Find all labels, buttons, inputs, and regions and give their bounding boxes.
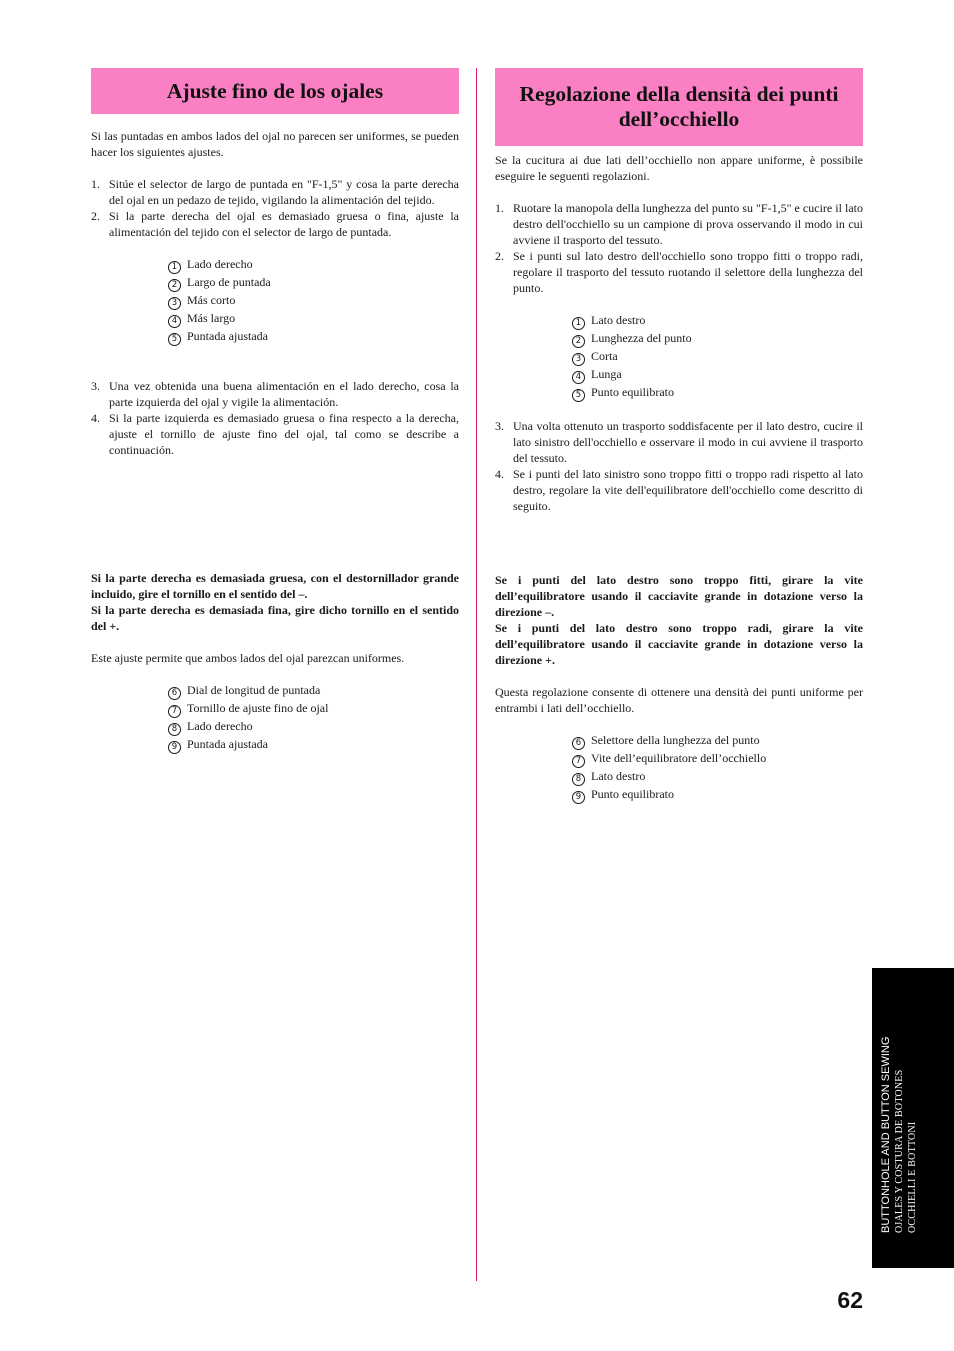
spanish-intro: Si las puntadas en ambos lados del ojal no parecen ser uniformes, se pueden hacer los siguientes ajustes. <box>91 129 459 159</box>
side-tab-text <box>880 1005 930 1233</box>
italian-column <box>495 68 863 804</box>
italian-bold-instruction-2: Se i punti del lato destro sono troppo radi, girare la vite dell’equilibratore usando il cacciavite grande in dotazione verso la direzione +. <box>495 621 863 667</box>
legend-item: 1 Lado derecho <box>168 256 459 274</box>
spanish-bold-instruction-1: Si la parte derecha es demasiada gruesa, con el destornillador grande incluido, gire el tornillo en el sentido del –. <box>91 571 459 601</box>
italian-steps-a <box>495 200 863 296</box>
italian-intro: Se la cucitura ai due lati dell’occhiello non appare uniforme, è possibile eseguire le seguenti regolazioni. <box>495 153 863 183</box>
step-item: 2. Se i punti sul lato destro dell'occhiello sono troppo fitti o troppo radi, regolare il trasporto del tessuto ruotando il selettore della lunghezza del punto. <box>495 249 863 295</box>
legend-item: 3 Corta <box>572 348 863 366</box>
spanish-bold-instruction-2: Si la parte derecha es demasiada fina, gire dicho tornillo en el sentido del +. <box>91 603 459 633</box>
legend-item: 8 Lato destro <box>572 768 863 786</box>
spanish-legend-a <box>168 256 459 346</box>
spanish-steps-b <box>91 378 459 458</box>
spanish-column <box>91 68 459 754</box>
legend-item: 6 Dial de longitud de puntada <box>168 682 459 700</box>
legend-item: 7 Tornillo de ajuste fino de ojal <box>168 700 459 718</box>
italian-legend-a <box>572 312 863 402</box>
step-item: 3. Una volta ottenuto un trasporto soddisfacente per il lato destro, cucire il lato sinistro dell'occhiello e osservare il modo in cui avviene il trasporto del tessuto. <box>495 419 863 465</box>
legend-item: 4 Lunga <box>572 366 863 384</box>
italian-bold-instruction-1: Se i punti del lato destro sono troppo fitti, girare la vite dell’equilibratore usando il cacciavite grande in dotazione verso la direzione –. <box>495 573 863 619</box>
page-number: 62 <box>837 1287 863 1313</box>
italian-title: Regolazione della densità dei punti dell’occhiello <box>495 68 863 146</box>
spanish-steps-a <box>91 176 459 240</box>
step-item: 1. Sitúe el selector de largo de puntada en "F-1,5" y cosa la parte derecha del ojal en un pedazo de tejido, vigilando la alimentación del tejido. <box>91 177 459 207</box>
legend-item: 5 Punto equilibrato <box>572 384 863 402</box>
side-tab-italian: OCCHIELLI E BOTTONI <box>907 1121 918 1233</box>
step-item: 2. Si la parte derecha del ojal es demasiado gruesa o fina, ajuste la alimentación del tejido con el selector de largo de puntada. <box>91 209 459 239</box>
step-item: 3. Una vez obtenida una buena alimentación en el lado derecho, cosa la parte izquierda del ojal y vigile la alimentación. <box>91 379 459 409</box>
legend-item: 2 Lunghezza del punto <box>572 330 863 348</box>
legend-item: 5 Puntada ajustada <box>168 328 459 346</box>
side-tab-english: BUTTONHOLE AND BUTTON SEWING <box>880 1036 892 1233</box>
spanish-closing: Este ajuste permite que ambos lados del ojal parezcan uniformes. <box>91 651 405 665</box>
legend-item: 4 Más largo <box>168 310 459 328</box>
legend-item: 8 Lado derecho <box>168 718 459 736</box>
legend-item: 1 Lato destro <box>572 312 863 330</box>
legend-item: 3 Más corto <box>168 292 459 310</box>
step-item: 1. Ruotare la manopola della lunghezza del punto su "F-1,5" e cucire il lato destro dell'occhiello su un campione di prova osservando il modo in cui avviene il trasporto del tessuto. <box>495 201 863 247</box>
column-divider <box>476 68 477 1281</box>
spanish-title: Ajuste fino de los ojales <box>91 68 459 114</box>
side-tab-spanish: OJALES Y COSTURA DE BOTONES <box>894 1069 905 1233</box>
legend-item: 9 Punto equilibrato <box>572 786 863 804</box>
step-item: 4. Se i punti del lato sinistro sono troppo fitti o troppo radi rispetto al lato destro, regolare la vite dell'equilibratore dell'occhiello come descritto di seguito. <box>495 467 863 513</box>
step-item: 4. Si la parte izquierda es demasiado gruesa o fina respecto a la derecha, ajuste el tornillo de ajuste fino del ojal, tal como se describe a continuación. <box>91 411 459 457</box>
legend-item: 7 Vite dell’equilibratore dell’occhiello <box>572 750 863 768</box>
spanish-legend-b <box>168 682 459 754</box>
legend-item: 2 Largo de puntada <box>168 274 459 292</box>
italian-closing: Questa regolazione consente di ottenere una densità dei punti uniforme per entrambi i lati dell’occhiello. <box>495 685 863 715</box>
italian-legend-b <box>572 732 863 804</box>
legend-item: 6 Selettore della lunghezza del punto <box>572 732 863 750</box>
italian-steps-b <box>495 418 863 514</box>
legend-item: 9 Puntada ajustada <box>168 736 459 754</box>
